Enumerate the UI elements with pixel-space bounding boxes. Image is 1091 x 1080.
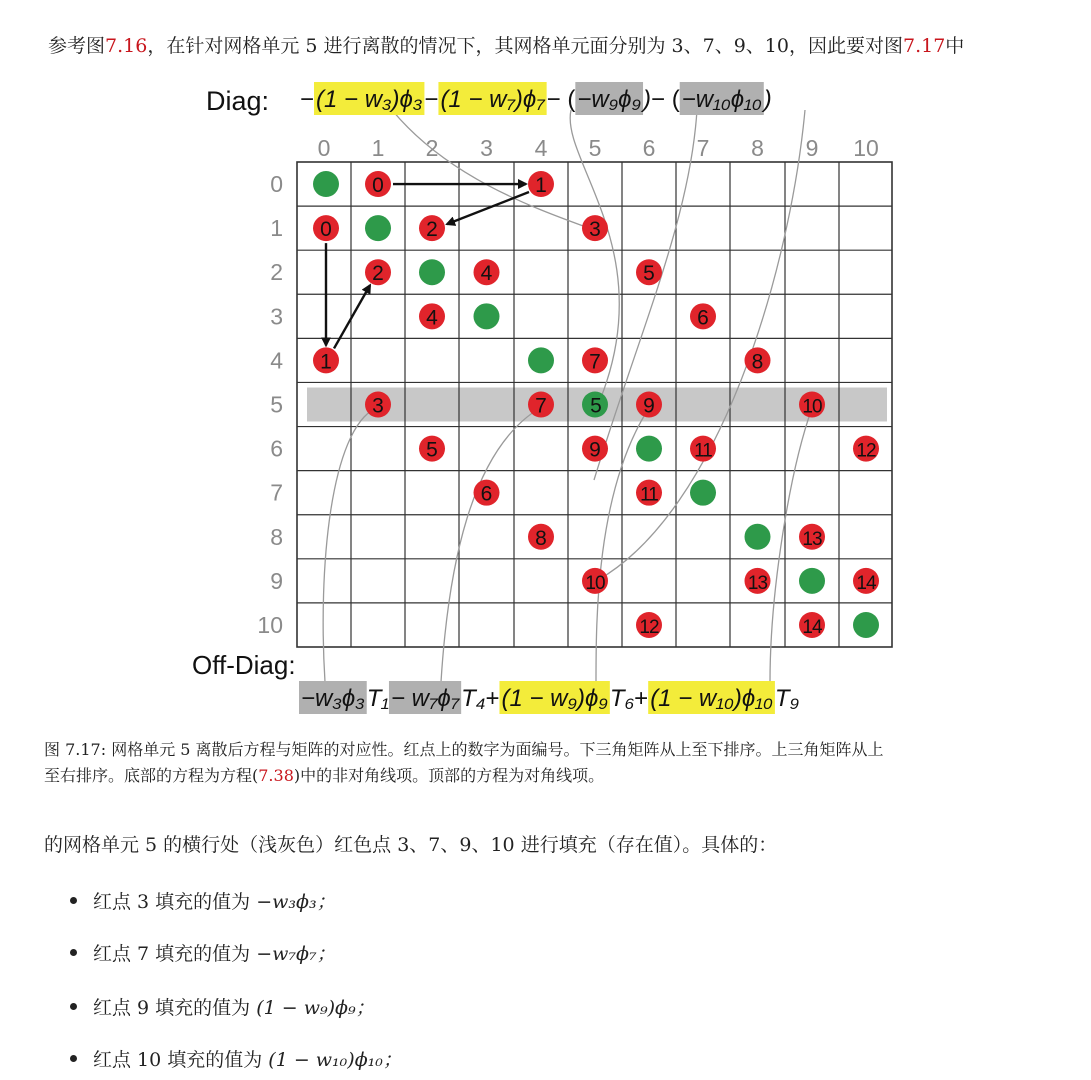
red-dot-label: 3 — [372, 394, 384, 418]
red-dot-label: 5 — [426, 438, 438, 462]
bullet-text: 红点 3 填充的值为 — [93, 891, 257, 913]
row-label: 1 — [270, 215, 283, 242]
equation-operator: + — [485, 685, 500, 712]
equation-term: −w₃ϕ₃ — [301, 685, 365, 712]
connector-curve — [598, 110, 805, 580]
red-dot-label: 14 — [856, 572, 876, 594]
list-item — [70, 939, 336, 966]
body-paragraph: 的网格单元 5 的横行处（浅灰色）红色点 3、7、9、10 进行填充（存在值）。具体的： — [44, 834, 778, 856]
connector-curve — [392, 110, 594, 230]
equation-suffix: T₁ — [366, 685, 389, 712]
red-dot-label: 9 — [589, 438, 601, 462]
red-dot-label: 13 — [747, 572, 768, 594]
bullet-icon — [70, 1003, 77, 1010]
row-label: 9 — [270, 567, 283, 594]
equation-operator: − — [424, 86, 439, 113]
equation-operator: − — [300, 86, 315, 113]
red-dot-label: 2 — [372, 262, 384, 286]
equation-term: − w₇ϕ₇ — [390, 685, 460, 712]
red-dot-label: 5 — [643, 262, 655, 286]
green-dot — [474, 303, 500, 329]
red-dot-label: 13 — [802, 528, 822, 550]
equation-suffix: T₄ — [461, 685, 486, 712]
column-label: 6 — [642, 135, 656, 161]
caption-line-1: 图 7.17: 网格单元 5 离散后方程与矩阵的对应性。红点上的数字为面编号。下三角矩阵从上至下排序。上三角矩阵从上 — [44, 740, 884, 759]
figure-caption — [44, 737, 1054, 789]
green-dot — [528, 347, 554, 373]
red-dot-label: 4 — [426, 306, 438, 330]
row-label: 7 — [270, 479, 283, 506]
bullet-math: −w₃ϕ₃； — [256, 891, 336, 913]
red-dot-label: 4 — [480, 262, 493, 286]
bullet-math: (1 − w₁₀)ϕ₁₀； — [268, 1049, 402, 1071]
equation-ref-link[interactable]: 7.38 — [258, 766, 294, 785]
red-dot-label: 11 — [694, 440, 712, 462]
connector-curve — [594, 110, 697, 480]
equation-operator: − ( — [651, 86, 680, 113]
red-dot-label: 2 — [426, 218, 438, 242]
connector-curve — [441, 408, 540, 682]
bullet-icon — [70, 1055, 77, 1062]
bullet-math: (1 − w₉)ϕ₉； — [256, 997, 375, 1019]
bullet-text: 红点 7 填充的值为 — [93, 943, 257, 965]
equation-operator: + — [634, 685, 649, 712]
red-dot-label: 9 — [643, 394, 655, 418]
row-label: 8 — [270, 523, 283, 550]
red-dot-label: 14 — [802, 616, 822, 638]
list-item — [70, 1045, 402, 1072]
list-item — [70, 887, 336, 914]
column-label: 5 — [588, 135, 602, 161]
red-dot-label: 12 — [639, 616, 659, 638]
red-dot-label: 7 — [589, 350, 601, 374]
diag-label: Diag: — [206, 86, 270, 116]
bullet-icon — [70, 897, 77, 904]
column-label: 2 — [425, 135, 439, 161]
column-label: 9 — [805, 135, 819, 161]
intro-text-2: ，在针对网格单元 5 进行离散的情况下，其网格单元面分别为 3、7、9、10，因此要对图 — [147, 35, 903, 57]
red-dot-label: 10 — [585, 572, 605, 594]
red-dot-label: 7 — [535, 394, 547, 418]
column-label: 0 — [317, 135, 331, 161]
row-label: 6 — [270, 435, 283, 462]
column-label: 7 — [696, 135, 710, 161]
red-dot-label: 3 — [589, 218, 601, 242]
offdiag-label: Off-Diag: — [192, 650, 296, 680]
red-dot-label: 6 — [697, 306, 709, 330]
column-label: 10 — [853, 135, 879, 161]
column-label: 4 — [534, 135, 548, 161]
red-dot-label: 8 — [535, 526, 547, 550]
red-dot-label: 0 — [320, 218, 332, 242]
equation-term: −w₉ϕ₉ — [577, 86, 642, 113]
green-dot — [690, 480, 716, 506]
equation-suffix: ) — [643, 86, 652, 113]
green-dot — [745, 524, 771, 550]
column-label: 8 — [751, 135, 764, 161]
equation-suffix: T₆ — [609, 685, 635, 712]
equation-suffix: T₉ — [774, 685, 800, 712]
green-dot — [853, 612, 879, 638]
row-label: 0 — [270, 171, 283, 198]
equation-term: (1 − w₉)ϕ₉ — [501, 685, 608, 712]
caption-text: 至右排序。底部的方程为方程( — [44, 766, 259, 785]
intro-line — [48, 34, 964, 58]
row-label: 4 — [270, 347, 283, 374]
red-dot-label: 0 — [372, 174, 384, 198]
figure-ref-link[interactable]: 7.17 — [902, 35, 946, 57]
list-item — [70, 993, 375, 1020]
row-label: 5 — [270, 391, 283, 418]
red-dot-label: 6 — [480, 482, 493, 506]
intro-text-1: 参考图 — [48, 35, 106, 57]
row-label: 2 — [270, 259, 283, 286]
red-dot-label: 1 — [320, 350, 332, 374]
connector-curve — [323, 408, 376, 682]
row-label: 10 — [257, 611, 283, 638]
bullet-text: 红点 9 填充的值为 — [93, 997, 257, 1019]
green-dot — [419, 259, 445, 285]
equation-term: −w₁₀ϕ₁₀ — [681, 86, 762, 113]
bullet-math: −w₇ϕ₇； — [256, 943, 336, 965]
green-dot — [799, 568, 825, 594]
green-dot — [636, 436, 662, 462]
red-dot-label: 1 — [535, 174, 547, 198]
caption-text: )中的非对角线项。顶部的方程为对角线项。 — [293, 766, 605, 785]
column-label: 1 — [371, 135, 385, 161]
figure-ref-link[interactable]: 7.16 — [105, 35, 148, 57]
equation-term: (1 − w₃)ϕ₃ — [316, 86, 423, 113]
column-label: 3 — [480, 135, 493, 161]
matrix-figure — [0, 70, 1091, 720]
equation-term: (1 − w₁₀)ϕ₁₀ — [650, 685, 773, 712]
equation-term: (1 − w₇)ϕ₇ — [440, 86, 545, 113]
red-dot-label: 10 — [802, 396, 822, 418]
bullet-text: 红点 10 填充的值为 — [93, 1049, 269, 1071]
green-dot-label: 5 — [590, 394, 602, 418]
green-dot — [313, 171, 339, 197]
green-dot — [365, 215, 391, 241]
bullet-icon — [70, 949, 77, 956]
equation-operator: − ( — [546, 86, 576, 113]
red-dot-label: 11 — [640, 484, 658, 506]
intro-text-3: 中 — [945, 35, 965, 57]
row-label: 3 — [270, 303, 283, 330]
caption-line-2 — [44, 763, 1054, 789]
equation-suffix: ) — [763, 86, 772, 113]
red-dot-label: 8 — [751, 350, 764, 374]
red-dot-label: 12 — [856, 440, 876, 462]
